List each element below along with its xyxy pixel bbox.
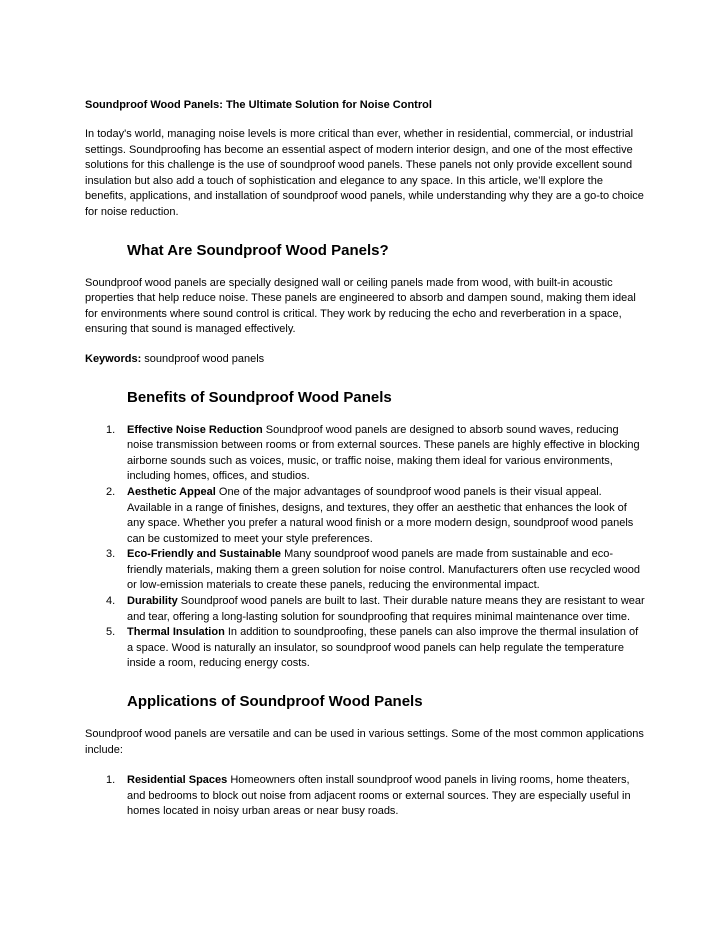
list-number: 1.: [106, 423, 116, 436]
what-are-paragraph: Soundproof wood panels are specially designed wall or ceiling panels made from wood, with built-in acoustic properties that help reduce noise. These panels are engineered to absorb and dampen sound, making them ideal for environments where sound control is critical. They work by reducing the echo and reverberation in a space, ensuring that sound is managed effectively.: [85, 276, 636, 336]
section-heading-what-are: What Are Soundproof Wood Panels?: [127, 241, 389, 259]
document-title: Soundproof Wood Panels: The Ultimate Solution for Noise Control: [85, 99, 432, 111]
list-text: Soundproof wood panels are designed to absorb sound waves, reducing noise transmission between rooms or from external sources. These panels are highly effective in blocking airborne sounds such as voices, music, or traffic noise, making them ideal for various environments, including homes, offices, and studios.: [127, 423, 640, 483]
list-text: Soundproof wood panels are built to last. Their durable nature means they are resistant to wear and tear, offering a long-lasting solution for soundproofing that requires minimal maintenance over time.: [127, 595, 645, 623]
list-text: Many soundproof wood panels are made from sustainable and eco-friendly materials, making them a green solution for noise control. Manufacturers often use recycled wood or low-emission materials to create these panels, reducing the environmental impact.: [127, 548, 640, 592]
list-term: Durability: [127, 595, 178, 608]
intro-paragraph: In today's world, managing noise levels is more critical than ever, whether in residential, commercial, or industrial settings. Soundproofing has become an essential aspect of modern interior design, and one of the most effective solutions for this challenge is the use of soundproof wood panels. These panels not only provide excellent sound insulation but also add a touch of sophistication and elegance to any space. In this article, we’ll explore the benefits, applications, and installation of soundproof wood panels, while understanding why they are a go-to choice for noise reduction.: [85, 128, 644, 218]
list-item: [85, 625, 645, 672]
list-text: In addition to soundproofing, these panels can also improve the thermal insulation of a space. Wood is naturally an insulator, so soundproof wood panels can help regulate the temperature inside a room, reducing energy costs.: [127, 626, 639, 670]
keywords-value: soundproof wood panels: [141, 352, 265, 365]
list-term: Residential Spaces: [127, 774, 228, 787]
list-text: One of the major advantages of soundproof wood panels is their visual appeal. Available in a range of finishes, designs, and textures, they offer an aesthetic that enhances the look of any space. Whether you prefer a natural wood finish or a more modern design, soundproof wood panels can be customized to meet your style preferences.: [127, 485, 634, 545]
section-heading-applications: Applications of Soundproof Wood Panels: [127, 693, 423, 711]
keywords-line: [85, 352, 645, 368]
applications-list: [85, 773, 645, 820]
list-item: [85, 423, 645, 485]
list-number: 2.: [106, 485, 116, 498]
applications-paragraph: Soundproof wood panels are versatile and can be used in various settings. Some of the most common applications include:: [85, 728, 644, 756]
list-number: 5.: [106, 626, 116, 639]
list-item: [85, 547, 645, 594]
list-number: 3.: [106, 548, 116, 561]
list-term: Aesthetic Appeal: [127, 485, 216, 498]
list-term: Thermal Insulation: [127, 626, 225, 639]
list-term: Effective Noise Reduction: [127, 423, 263, 436]
benefits-list: [85, 423, 645, 673]
list-number: 4.: [106, 595, 116, 608]
list-item: [85, 485, 645, 547]
list-item: [85, 773, 645, 820]
section-heading-benefits: Benefits of Soundproof Wood Panels: [127, 388, 392, 406]
document-page: [85, 97, 645, 820]
list-number: 1.: [106, 774, 116, 787]
list-text: Homeowners often install soundproof wood panels in living rooms, home theaters, and bedrooms to block out noise from adjacent rooms or external sources. They are especially useful in homes located in noisy urban areas or near busy roads.: [127, 774, 631, 818]
keywords-label: Keywords:: [85, 352, 142, 365]
list-term: Eco-Friendly and Sustainable: [127, 548, 282, 561]
list-item: [85, 594, 645, 625]
